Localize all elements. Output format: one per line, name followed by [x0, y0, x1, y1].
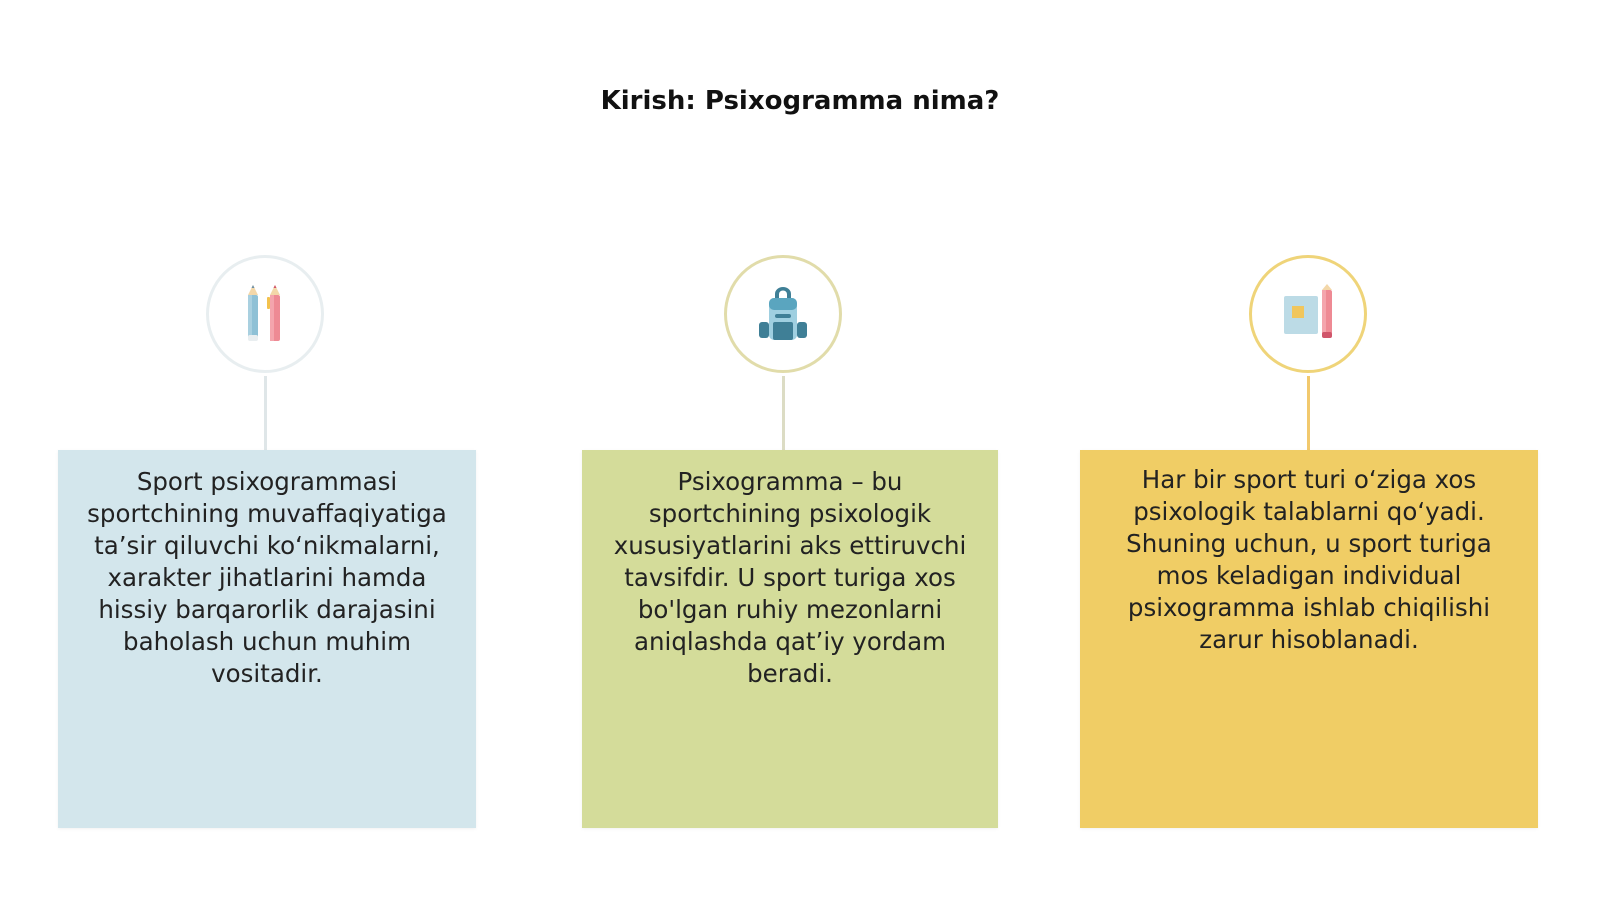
icon-circle-3: [1249, 255, 1367, 373]
connector-line-1: [264, 376, 267, 450]
info-card-3: Har bir sport turi o‘ziga xos psixologik talablarni qo‘yadi. Shuning uchun, u sport turiga mos keladigan individual psixogramma ishlab chiqilishi zarur hisoblanadi.: [1080, 450, 1538, 828]
backpack-icon: [753, 284, 813, 344]
pencils-icon: [240, 283, 290, 345]
connector-line-2: [782, 376, 785, 450]
notebook-pencil-icon: [1278, 284, 1338, 344]
info-card-1: Sport psixogrammasi sportchining muvaffaqiyatiga ta’sir qiluvchi ko‘nikmalarni, xarakter jihatlarini hamda hissiy barqarorlik darajasini baholash uchun muhim vositadir.: [58, 450, 476, 828]
info-card-2: Psixogramma – bu sportchining psixologik xususiyatlarini aks ettiruvchi tavsifdir. U sport turiga xos bo'lgan ruhiy mezonlarni aniqlashda qat’iy yordam beradi.: [582, 450, 998, 828]
slide-title: Kirish: Psixogramma nima?: [600, 86, 1000, 116]
connector-line-3: [1307, 376, 1310, 450]
icon-circle-1: [206, 255, 324, 373]
icon-circle-2: [724, 255, 842, 373]
